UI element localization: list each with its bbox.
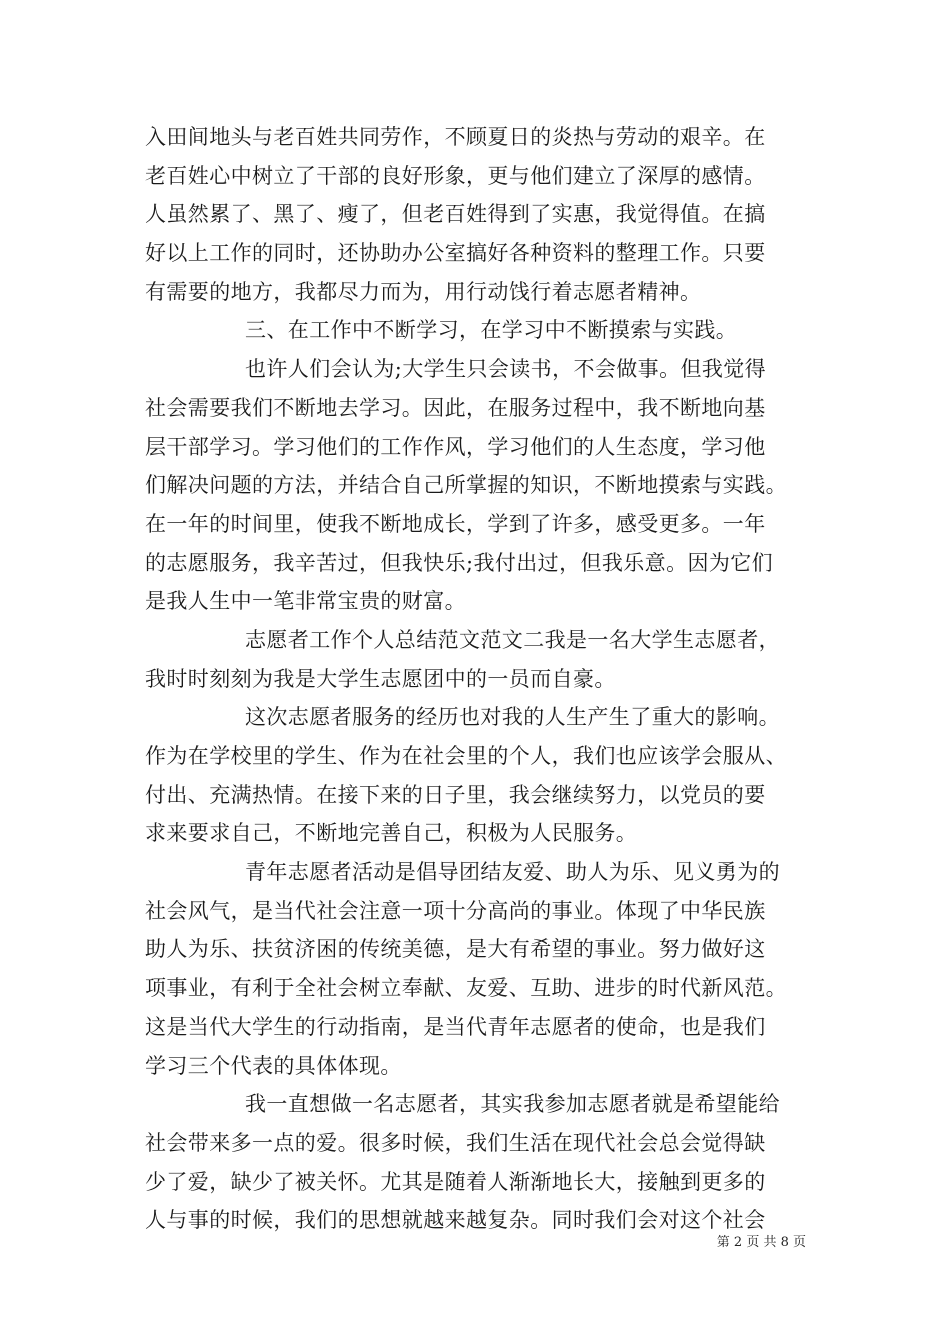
paragraph-first-line: 青年志愿者活动是倡导团结友爱、助人为乐、见义勇为的	[245, 860, 780, 885]
page-number-footer: 第 2 页 共 8 页	[716, 1235, 806, 1250]
paragraph-first-line: 也许人们会认为;大学生只会读书，不会做事。但我觉得	[245, 357, 767, 382]
text-line: 的志愿服务，我辛苦过，但我快乐;我付出过，但我乐意。因为它们	[145, 550, 774, 575]
text-line: 助人为乐、扶贫济困的传统美德，是大有希望的事业。努力做好这	[145, 937, 766, 962]
paragraph-first-line: 志愿者工作个人总结范文范文二我是一名大学生志愿者，	[245, 627, 780, 652]
text-line: 少了爱，缺少了被关怀。尤其是随着人渐渐地长大，接触到更多的	[145, 1169, 766, 1194]
text-line: 是我人生中一笔非常宝贵的财富。	[145, 589, 466, 614]
text-line: 人与事的时候，我们的思想就越来越复杂。同时我们会对这个社会	[145, 1208, 766, 1233]
text-line: 项事业，有利于全社会树立奉献、友爱、互助、进步的时代新风范。	[145, 976, 787, 1001]
text-line: 付出、充满热情。在接下来的日子里，我会继续努力，以党员的要	[145, 782, 766, 807]
text-line: 有需要的地方，我都尽力而为，用行动饯行着志愿者精神。	[145, 279, 702, 304]
text-line: 作为在学校里的学生、作为在社会里的个人，我们也应该学会服从、	[145, 744, 787, 768]
paragraph-first-line: 我一直想做一名志愿者，其实我参加志愿者就是希望能给	[245, 1092, 780, 1117]
text-line: 老百姓心中树立了干部的良好形象，更与他们建立了深厚的感情。	[145, 163, 766, 188]
paragraph-first-line: 这次志愿者服务的经历也对我的人生产生了重大的影响。	[245, 705, 780, 730]
text-line: 社会风气，是当代社会注意一项十分高尚的事业。体现了中华民族	[145, 898, 766, 923]
text-line: 层干部学习。学习他们的工作作风，学习他们的人生态度，学习他	[145, 434, 766, 459]
body-text	[145, 118, 835, 1240]
text-line: 人虽然累了、黑了、瘦了，但老百姓得到了实惠，我觉得值。在搞	[145, 202, 766, 227]
text-line: 我时时刻刻为我是大学生志愿团中的一员而自豪。	[145, 666, 616, 691]
text-line: 入田间地头与老百姓共同劳作，不顾夏日的炎热与劳动的艰辛。在	[145, 125, 766, 149]
text-line: 在一年的时间里，使我不断地成长，学到了许多，感受更多。一年	[145, 511, 766, 536]
text-line: 好以上工作的同时，还协助办公室搞好各种资料的整理工作。只要	[145, 241, 766, 266]
text-line: 求来要求自己，不断地完善自己，积极为人民服务。	[145, 821, 638, 846]
text-line: 这是当代大学生的行动指南，是当代青年志愿者的使命，也是我们	[145, 1014, 766, 1039]
text-line: 学习三个代表的具体体现。	[145, 1053, 402, 1078]
text-line: 社会带来多一点的爱。很多时候，我们生活在现代社会总会觉得缺	[145, 1130, 766, 1155]
section-heading: 三、在工作中不断学习，在学习中不断摸索与实践。	[245, 318, 738, 343]
text-line: 社会需要我们不断地去学习。因此，在服务过程中，我不断地向基	[145, 395, 766, 420]
text-line: 们解决问题的方法，并结合自己所掌握的知识，不断地摸索与实践。	[145, 473, 787, 498]
